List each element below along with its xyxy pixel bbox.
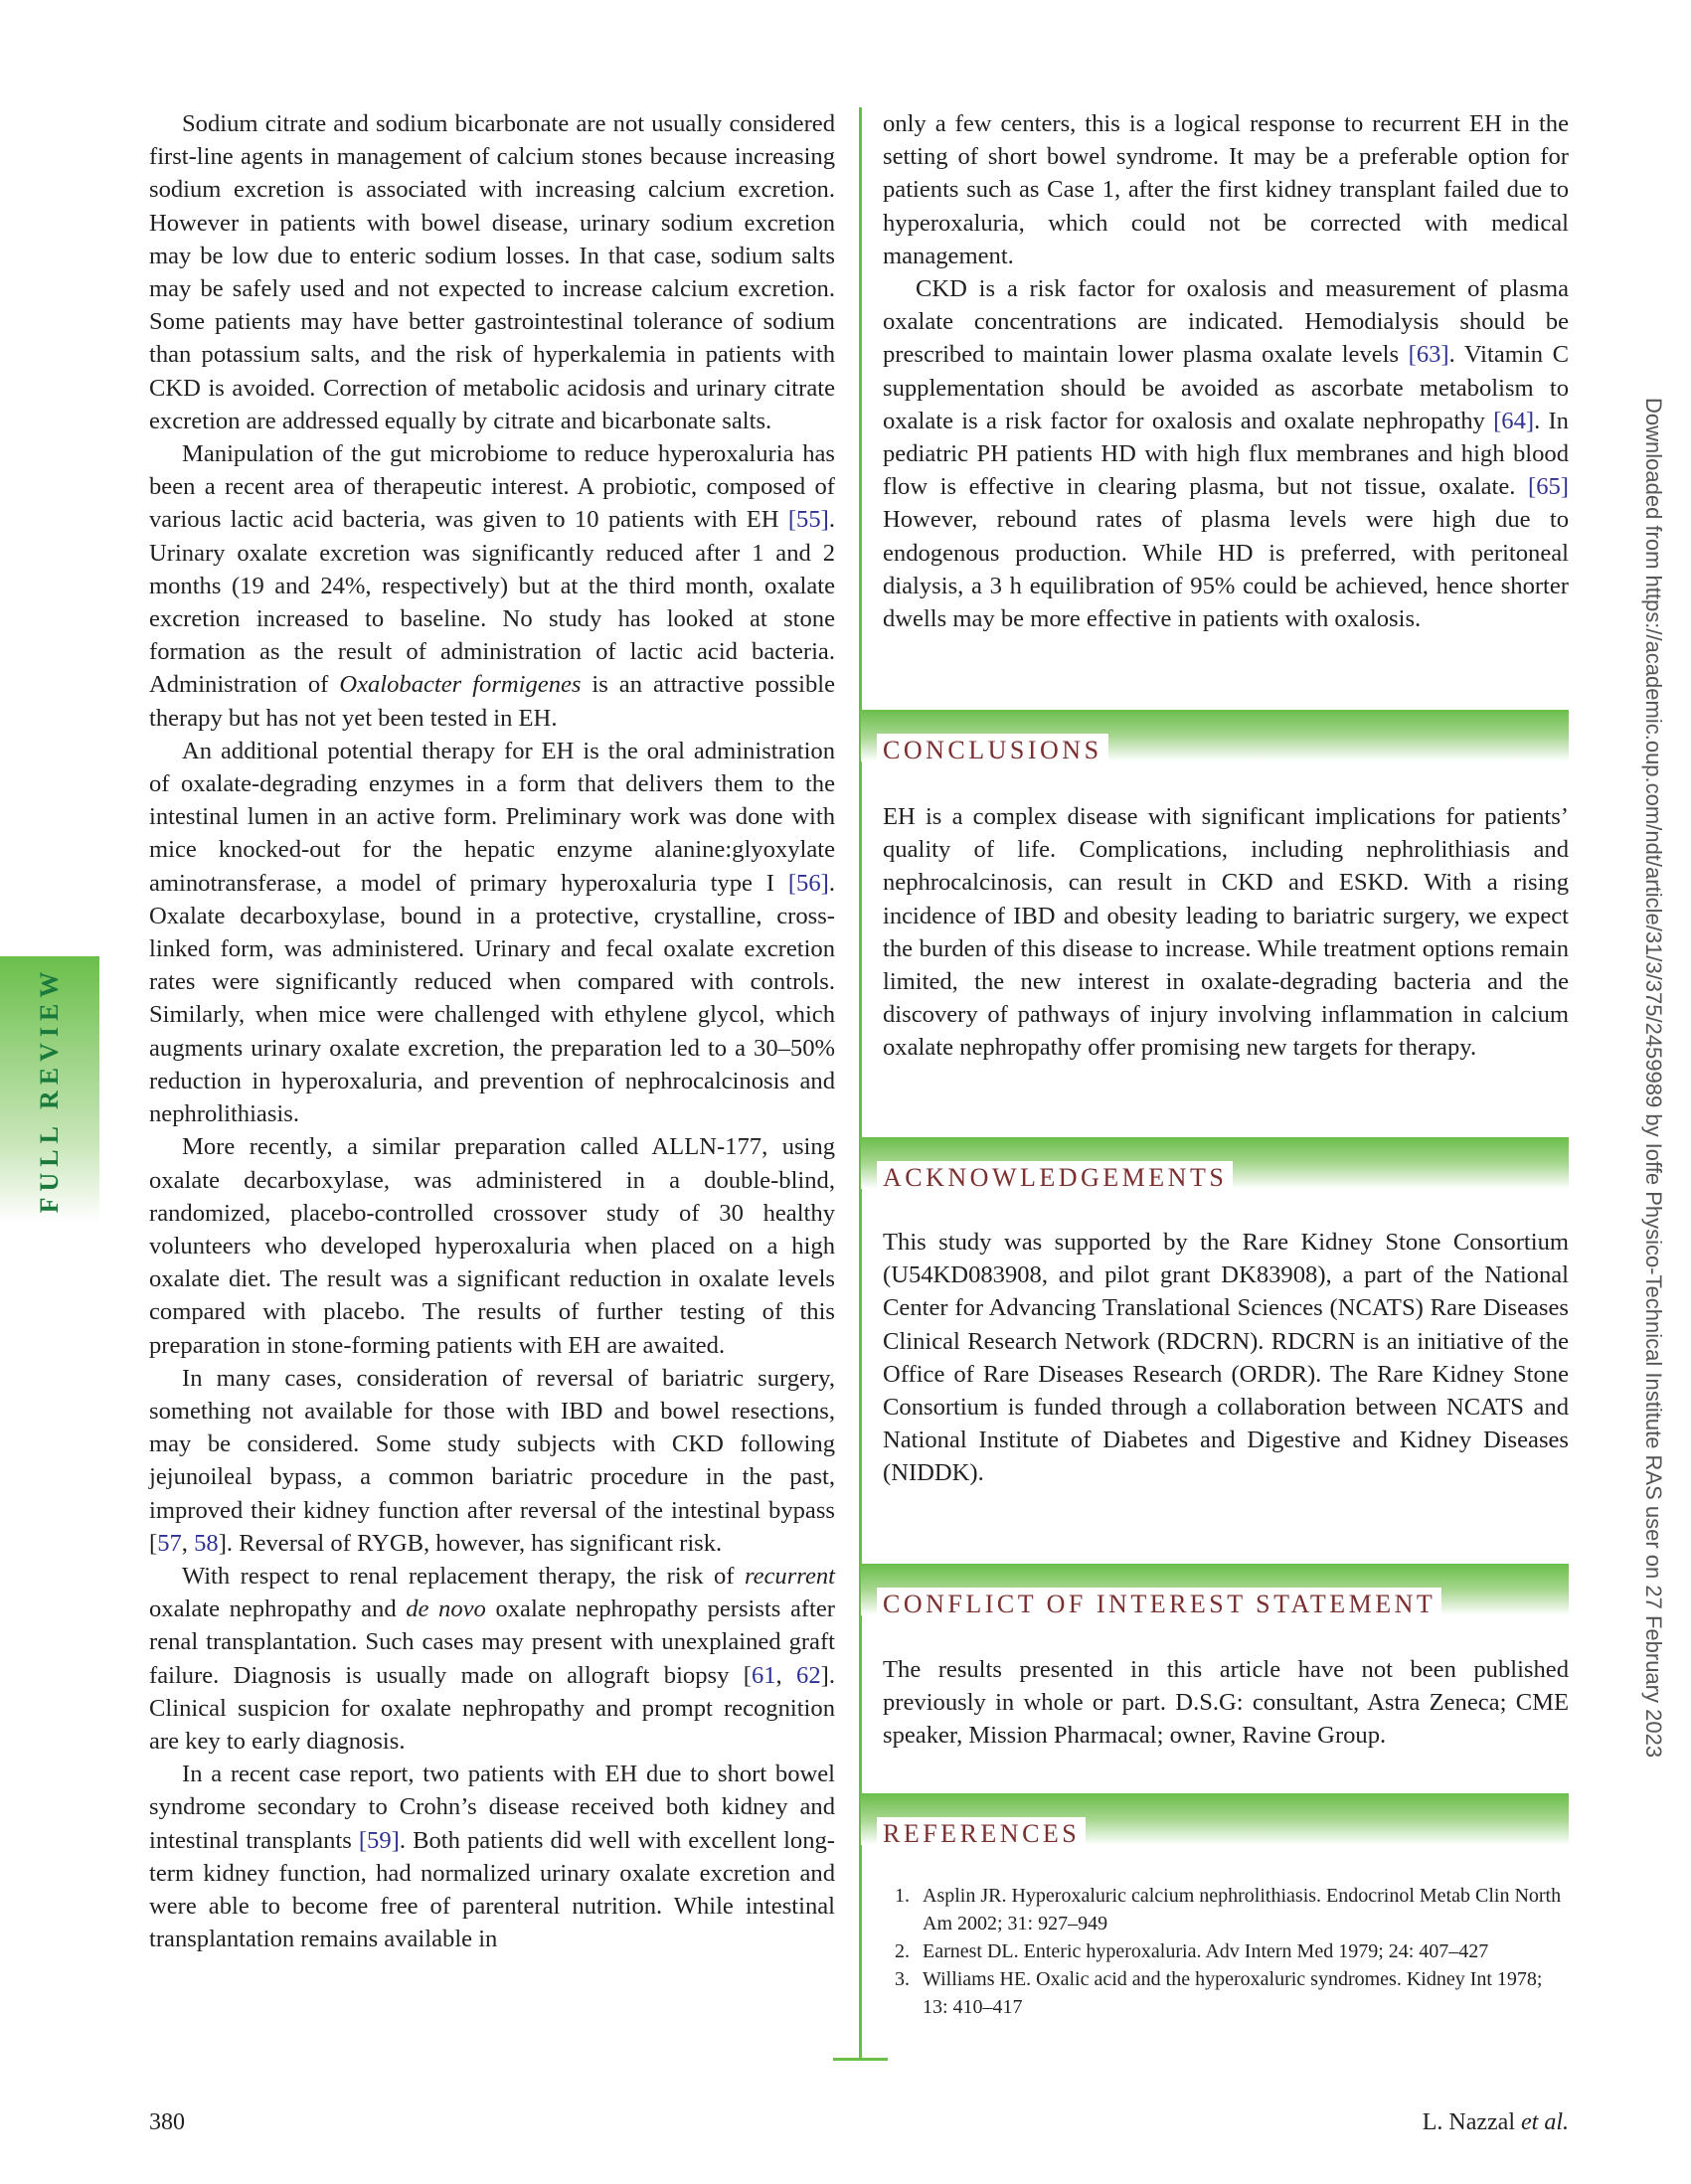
citation-link[interactable]: 58 <box>194 1529 219 1557</box>
reference-item: 1. Asplin JR. Hyperoxaluric calcium nephrolithiasis. Endocrinol Metab Clin North Am 2002; 31: 927–949 <box>895 1885 1562 1934</box>
download-note-text: Downloaded from https://academic.oup.com/ndt/article/31/3/375/2459989 by Ioffe Physico-Technical Institute RAS user on 27 February 2023 <box>1641 398 1666 1759</box>
reference-list <box>895 1882 1569 2021</box>
section-title: CONFLICT OF INTEREST STATEMENT <box>877 1588 1441 1619</box>
conclusions-header <box>861 710 1569 764</box>
acknowledgements-body: This study was supported by the Rare Kidney Stone Consortium (U54KD083908, and pilot grant DK83908), a part of the National Center for Advancing Translational Sciences (NCATS) Rare Diseases Clinical Research Network (RDCRN). RDCRN is an initiative of the Office of Rare Diseases Research (ORDR). The Rare Kidney Stone Consortium is funded through a collaboration between NCATS and National Institute of Diabetes and Digestive and Kidney Diseases (NIDDK). <box>883 1229 1569 1487</box>
citation-link[interactable]: [63] <box>1408 341 1449 369</box>
acknowledgements-header <box>861 1137 1569 1192</box>
full-review-tab <box>0 956 99 1223</box>
conclusions-body: EH is a complex disease with significant implications for patients’ quality of life. Complications, including nephrolithiasis and nephrocalcinosis, can result in CKD and ESKD. With a rising incidence of IBD and obesity leading to bariatric surgery, we expect the burden of this disease to increase. While treatment options remain limited, the new interest in oxalate-degrading bacteria and the discovery of pathways of injury involving inflammation in calcium oxalate nephropathy offer promising new targets for therapy. <box>883 803 1569 1062</box>
column-divider-foot <box>833 2058 888 2061</box>
paragraph: Sodium citrate and sodium bicarbonate are not usually considered first-line agents in management of calcium stones because increasing sodium excretion is associated with increasing calcium excretion. However in patients with bowel disease, urinary sodium excretion may be low due to enteric sodium losses. In that case, sodium salts may be safely used and not expected to increase calcium excretion. Some patients may have better gastrointestinal tolerance of sodium than potassium salts, and the risk of hyperkalemia in patients with CKD is avoided. Correction of metabolic acidosis and urinary citrate excretion are addressed equally by citrate and bicarbonate salts. <box>149 110 835 434</box>
citation-link[interactable]: [56] <box>787 869 829 897</box>
citation-link[interactable]: 61 <box>751 1661 776 1689</box>
section-title: REFERENCES <box>877 1817 1086 1849</box>
column-divider <box>859 107 862 2058</box>
paragraph: An additional potential therapy for EH is the oral administration of oxalate-degrading enzymes in a form that delivers them to the intestinal lumen in an active form. Preliminary work was done with mice knocked-out for the hepatic enzyme alanine:glyoxylate aminotransferase, a model of primary hyperoxaluria type I [56]. Oxalate decarboxylase, bound in a protective, crystalline, cross-linked form, was administered. Urinary and fecal oxalate excretion rates were significantly reduced when compared with controls. Similarly, when mice were challenged with ethylene glycol, which augments urinary oxalate excretion, the preparation led to a 30–50% reduction in hyperoxaluria, and prevention of nephrocalcinosis and nephrolithiasis. <box>149 737 835 1128</box>
paragraph: More recently, a similar preparation called ALLN-177, using oxalate decarboxylase, was administered in a double-blind, randomized, placebo-controlled crossover study of 30 healthy volunteers who developed hyperoxaluria when placed on a high oxalate diet. The result was a significant reduction in oxalate levels compared with placebo. The results of further testing of this preparation in stone-forming patients with EH are awaited. <box>149 1133 835 1359</box>
reference-item: 2. Earnest DL. Enteric hyperoxaluria. Adv Intern Med 1979; 24: 407–427 <box>895 1940 1489 1962</box>
citation-link[interactable]: [64] <box>1493 407 1535 434</box>
citation-link[interactable]: [65] <box>1528 473 1569 501</box>
paragraph: only a few centers, this is a logical response to recurrent EH in the setting of short bowel syndrome. It may be a preferable option for patients such as Case 1, after the first kidney transplant failed due to hyperoxaluria, which could not be corrected with medical management. <box>883 110 1569 269</box>
paragraph: Manipulation of the gut microbiome to reduce hyperoxaluria has been a recent area of therapeutic interest. A probiotic, composed of various lactic acid bacteria, was given to 10 patients with EH [55]. Urinary oxalate excretion was significantly reduced after 1 and 2 months (19 and 24%, respectively) but at the third month, oxalate excretion increased to baseline. No study has looked at stone formation as the result of administration of lactic acid bacteria. Administration of Oxalobacter formigenes is an attractive possible therapy but has not yet been tested in EH. <box>149 440 835 732</box>
section-title: CONCLUSIONS <box>877 734 1108 765</box>
paragraph: With respect to renal replacement therapy, the risk of recurrent oxalate nephropathy and de novo oxalate nephropathy persists after renal transplantation. Such cases may present with unexplained graft failure. Diagnosis is usually made on allograft biopsy [61, 62]. Clinical suspicion for oxalate nephropathy and prompt recognition are key to early diagnosis. <box>149 1562 835 1755</box>
paragraph: In a recent case report, two patients with EH due to short bowel syndrome secondary to Crohn’s disease received both kidney and intestinal transplants [59]. Both patients did well with excellent long-term kidney function, had normalized urinary oxalate excretion and were able to become free of parenteral nutrition. While intestinal transplantation remains available in <box>149 1761 835 1953</box>
full-review-label: FULL REVIEW <box>35 965 64 1214</box>
paragraph: In many cases, consideration of reversal of bariatric surgery, something not available for those with IBD and bowel resections, may be considered. Some study subjects with CKD following jejunoileal bypass, a common bariatric procedure in the past, improved their kidney function after reversal of the intestinal bypass [57, 58]. Reversal of RYGB, however, has significant risk. <box>149 1364 835 1557</box>
section-title: ACKNOWLEDGEMENTS <box>877 1161 1233 1193</box>
citation-link[interactable]: [55] <box>787 506 829 534</box>
download-watermark <box>1638 398 1668 1789</box>
conflict-header <box>861 1564 1569 1618</box>
right-column <box>883 107 1569 635</box>
running-author: L. Nazzal et al. <box>1422 2109 1569 2135</box>
reference-item: 3. Williams HE. Oxalic acid and the hyperoxaluric syndromes. Kidney Int 1978; 13: 410–417 <box>895 1968 1543 2018</box>
citation-link[interactable]: 57 <box>157 1529 182 1557</box>
left-column <box>149 107 835 1955</box>
citation-link[interactable]: 62 <box>796 1661 821 1689</box>
page-number: 380 <box>149 2109 185 2135</box>
citation-link[interactable]: [59] <box>358 1826 400 1854</box>
paragraph: CKD is a risk factor for oxalosis and measurement of plasma oxalate concentrations are indicated. Hemodialysis should be prescribed to maintain lower plasma oxalate levels [63]. Vitamin C supplementation should be avoided as ascorbate metabolism to oxalate is a risk factor for oxalosis and oxalate nephropathy [64]. In pediatric PH patients HD with high flux membranes and high blood flow is effective in clearing plasma, but not tissue, oxalate. [65] However, rebound rates of plasma levels were high due to endogenous production. While HD is preferred, with peritoneal dialysis, a 3 h equilibration of 95% could be achieved, hence shorter dwells may be more effective in patients with oxalosis. <box>883 275 1569 633</box>
conflict-body: The results presented in this article have not been published previously in whole or part. D.S.G: consultant, Astra Zeneca; CME speaker, Mission Pharmacal; owner, Ravine Group. <box>883 1656 1569 1750</box>
references-header <box>861 1793 1569 1848</box>
